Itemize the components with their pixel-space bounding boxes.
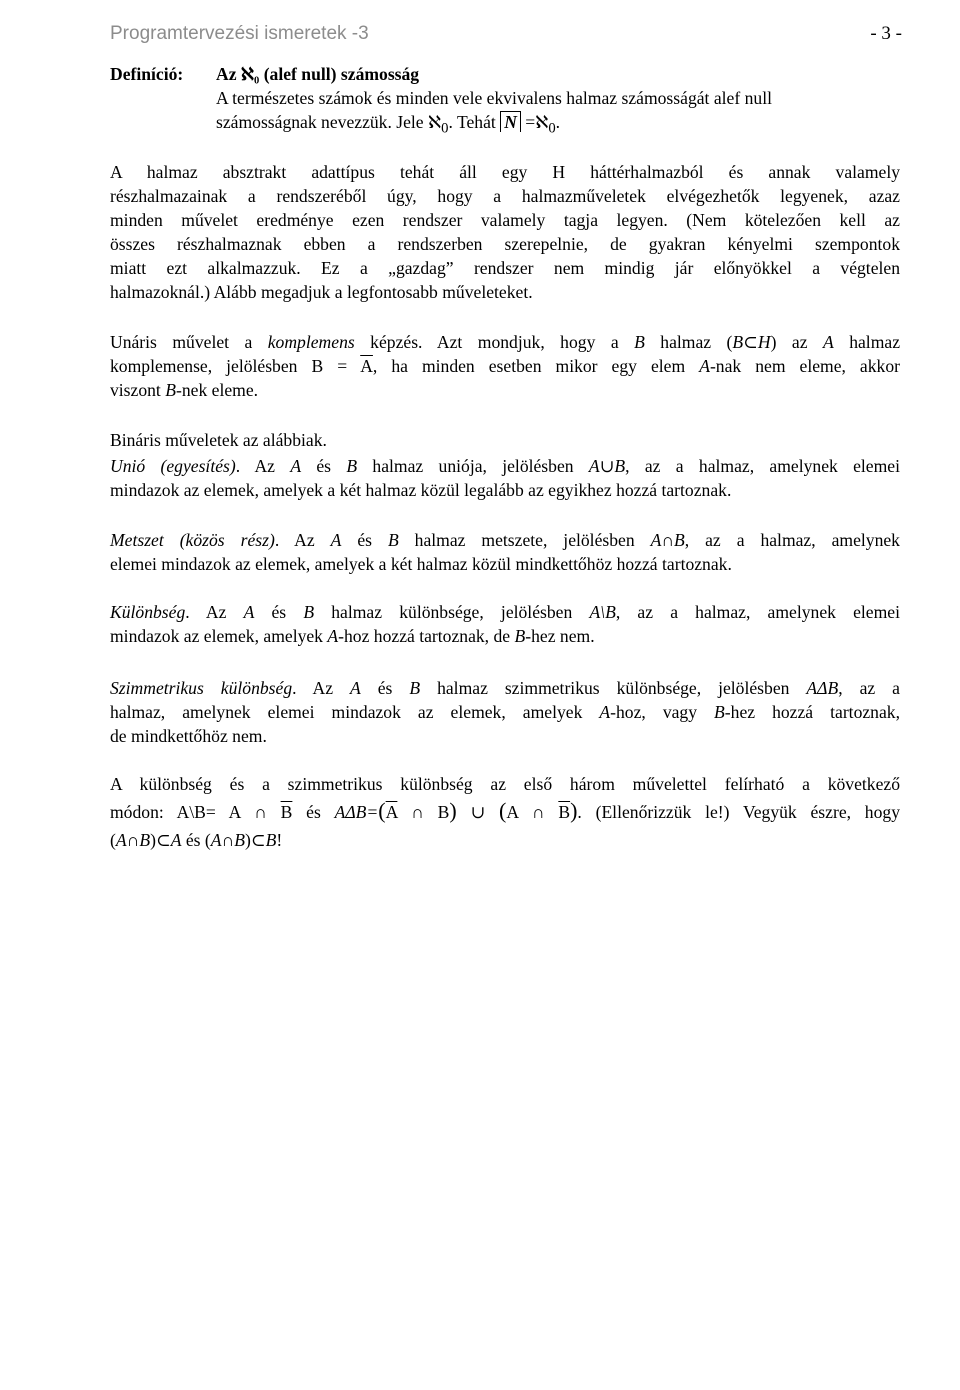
- adt-line: részhalmazainak a rendszeréből úgy, hogy a halmazműveletek elvégezhetők legyenek, azaz: [110, 186, 900, 206]
- adt-line: miatt ezt alkalmazzuk. Ez a „gazdag” rendszer nem mindig jár előnyökkel a végtelen: [110, 258, 900, 278]
- header-title: Programtervezési ismeretek -3: [110, 23, 369, 44]
- union-line-1: Unió (egyesítés). Az A és B halmaz uniója, jelölésben A∪B, az a halmaz, amelynek elemei: [110, 456, 901, 476]
- paragraph-complement: [110, 330, 900, 402]
- adt-line: A halmaz absztrakt adattípus tehát áll egy H háttérhalmazból és annak valamely: [110, 162, 900, 182]
- intersection-line-2: elemei mindazok az elemek, amelyek a két halmaz közül mindkettőhöz hozzá tartoznak.: [110, 554, 732, 574]
- formula-line-1: A különbség és a szimmetrikus különbség az első három művelettel felírható a következő: [110, 774, 900, 794]
- symdiff-line-2: halmaz, amelynek elemei mindazok az elemek, amelyek A-hoz, vagy B-hez hozzá tartoznak,: [110, 702, 900, 722]
- complement-b-overline: $\overline{B}$: [280, 802, 293, 822]
- definition-title: Az ℵ₀ (alef null) számosság: [216, 64, 420, 84]
- complement-b-overline: $\overline{B}$: [558, 802, 571, 822]
- definition-line-1: A természetes számok és minden vele ekvivalens halmaz számosságát alef null: [216, 88, 772, 108]
- paragraph-symmetric-difference: [110, 676, 900, 748]
- complement-line-1: Unáris művelet a komplemens képzés. Azt mondjuk, hogy a B halmaz (B⊂H) az A halmaz: [110, 332, 900, 352]
- page-header: [110, 22, 902, 48]
- definition-label: Definíció:: [110, 64, 184, 84]
- intersection-term: Metszet (közös rész): [110, 530, 275, 550]
- page-number: - 3 -: [870, 23, 902, 44]
- symdiff-term: Szimmetrikus különbség: [110, 678, 293, 698]
- adt-line: összes részhalmaznak ebben a rendszerben szerepelnie, de gyakran kényelmi szempontok: [110, 234, 900, 254]
- union-line-2: mindazok az elemek, amelyek a két halmaz közül legalább az egyikhez hozzá tartoznak.: [110, 480, 732, 500]
- union-term: Unió (egyesítés): [110, 456, 236, 476]
- paragraph-formulas: [110, 772, 900, 852]
- adt-line: halmazoknál.) Alább megadjuk a legfontosabb műveleteket.: [110, 282, 533, 302]
- paragraph-intersection: [110, 528, 900, 576]
- binary-heading: Bináris műveletek az alábbiak.: [110, 430, 327, 450]
- intersection-line-1: Metszet (közös rész). Az A és B halmaz metszete, jelölésben A∩B, az a halmaz, amelynek: [110, 530, 900, 550]
- complement-a-overline: $\overline{A}$: [360, 356, 373, 376]
- paragraph-binary: [110, 428, 900, 452]
- difference-line-2: mindazok az elemek, amelyek A-hoz hozzá tartoznak, de B-hez nem.: [110, 626, 595, 646]
- definition-line-2: számosságnak nevezzük. Jele ℵ$_0$. Tehát N =ℵ$_0$.: [216, 112, 561, 137]
- complement-a-overline: $\overline{A}$: [385, 802, 398, 822]
- adt-line: minden művelet eredménye ezen rendszer valamely tagja legyen. (Nem kötelezően kell az: [110, 210, 900, 230]
- formula-line-3: (A∩B)⊂A és (A∩B)⊂B!: [110, 830, 283, 850]
- difference-line-1: Különbség. Az A és B halmaz különbsége, jelölésben A\B, az a halmaz, amelynek elemei: [110, 602, 900, 622]
- definition-body: [216, 62, 900, 141]
- paragraph-adt: [110, 160, 900, 304]
- difference-term: Különbség: [110, 602, 186, 622]
- symdiff-line-1: Szimmetrikus különbség. Az A és B halmaz szimmetrikus különbsége, jelölésben AΔB, az a: [110, 678, 900, 698]
- paragraph-union: [110, 454, 900, 502]
- natural-numbers-symbol: N: [500, 111, 521, 132]
- symdiff-line-3: de mindkettőhöz nem.: [110, 726, 267, 746]
- complement-line-3: viszont B-nek eleme.: [110, 380, 259, 400]
- complement-line-2: komplemense, jelölésben $B = \overline{A}$, ha minden esetben mikor egy elem A-nak nem eleme, akkor: [110, 356, 900, 376]
- aleph-symbol: ℵ: [428, 112, 442, 132]
- paragraph-difference: [110, 600, 900, 648]
- formula-line-2: módon: A\B= A ∩ $\overline{B}$ és $A\Delta B=(\overline{A}$ ∩ B) ∪ (A ∩ $\overline{B}$). (Ellenőrizzük le!) Vegyük észre, hogy: [110, 798, 900, 823]
